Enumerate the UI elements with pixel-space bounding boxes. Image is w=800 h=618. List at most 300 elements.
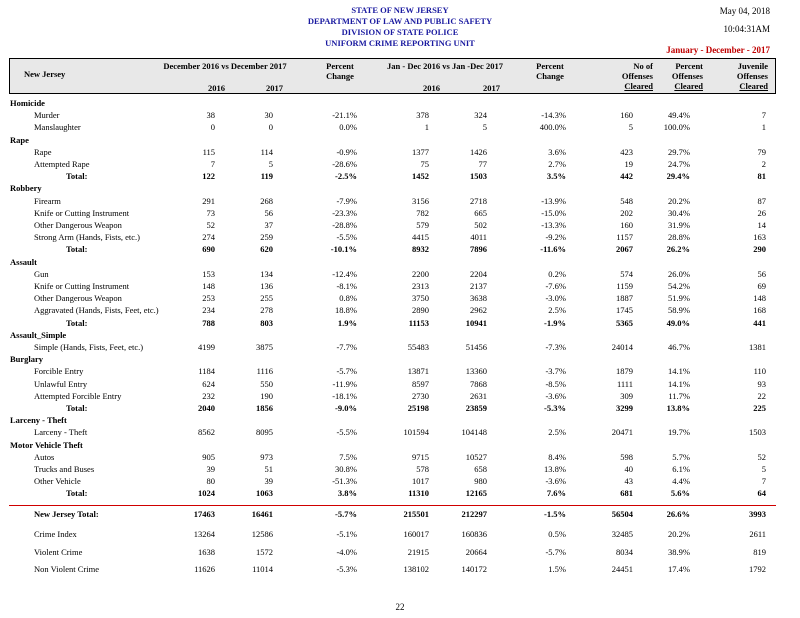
row-label: Total: [66, 244, 88, 254]
row-value: 13871 [407, 366, 429, 376]
row-value: 24.7% [668, 159, 690, 169]
row-value: 1377 [412, 147, 429, 157]
row-value: 18.8% [335, 305, 357, 315]
row-value: 39 [206, 464, 215, 474]
row-value: 3875 [256, 342, 273, 352]
row-value: -23.3% [332, 208, 357, 218]
col-2016: 2016 [208, 83, 225, 93]
row-value: 7 [761, 476, 766, 486]
row-value: 14.1% [668, 379, 690, 389]
row-value: -1.5% [544, 509, 566, 519]
row-value: 49.0% [666, 318, 690, 328]
summary-row [0, 528, 800, 541]
row-value: 598 [620, 452, 633, 462]
row-label: Total: [66, 403, 88, 413]
row-value: 24014 [611, 342, 633, 352]
row-value: 690 [202, 244, 215, 254]
row-label: Strong Arm (Hands, Fists, etc.) [34, 232, 141, 242]
row-value: -21.1% [332, 110, 357, 120]
row-value: 16461 [251, 509, 273, 519]
row-value: 13360 [465, 366, 487, 376]
row-value: 905 [202, 452, 215, 462]
row-value: 2.7% [548, 159, 566, 169]
row-value: 160 [620, 110, 633, 120]
row-value: 3638 [470, 293, 487, 303]
row-value: 980 [474, 476, 487, 486]
col-cleared [600, 61, 653, 91]
row-value: -5.3% [544, 403, 566, 413]
row-value: 1856 [256, 403, 273, 413]
row-label: Total: [66, 488, 88, 498]
row-value: -3.7% [545, 366, 566, 376]
row-value: 160836 [461, 529, 487, 539]
total-row [0, 487, 800, 500]
row-value: 163 [753, 232, 766, 242]
col-juvenile-l2: Offenses [736, 71, 768, 81]
row-value: 5 [628, 122, 633, 132]
row-value: 574 [620, 269, 633, 279]
row-value: -15.0% [541, 208, 566, 218]
row-value: 0.8% [339, 293, 357, 303]
header-line-2: DEPARTMENT OF LAW AND PUBLIC SAFETY [307, 16, 493, 26]
col-jan-2016: 2016 [423, 83, 440, 93]
row-value: 14.1% [668, 366, 690, 376]
row-label: Other Dangerous Weapon [34, 220, 122, 230]
row-label: Knife or Cutting Instrument [34, 281, 130, 291]
row-value: 1452 [412, 171, 429, 181]
row-value: 579 [416, 220, 429, 230]
row-value: 26.2% [666, 244, 690, 254]
row-label: New Jersey Total: [34, 509, 99, 519]
row-value: -7.9% [336, 196, 357, 206]
row-value: 100.0% [663, 122, 690, 132]
row-value: -3.6% [545, 391, 566, 401]
row-value: -5.3% [336, 564, 357, 574]
row-value: 73 [206, 208, 215, 218]
row-value: 80 [206, 476, 215, 486]
row-value: 1745 [616, 305, 633, 315]
row-value: 138102 [403, 564, 429, 574]
col-cleared-l2: Offenses [621, 71, 653, 81]
row-value: 274 [202, 232, 215, 242]
row-value: 101594 [403, 427, 429, 437]
row-value: 22 [757, 391, 766, 401]
row-value: 1503 [749, 427, 766, 437]
row-value: 75 [420, 159, 429, 169]
row-value: 4199 [198, 342, 215, 352]
report-time: 10:04:31AM [723, 24, 770, 34]
row-value: 26.6% [666, 509, 690, 519]
row-label: Gun [34, 269, 49, 279]
row-value: 23859 [465, 403, 487, 413]
section-heading [0, 182, 800, 195]
row-value: 7.6% [546, 488, 566, 498]
row-value: 51456 [465, 342, 487, 352]
summary-row [0, 563, 800, 576]
row-label: Simple (Hands, Fists, Feet, etc.) [34, 342, 144, 352]
row-value: 52 [757, 452, 766, 462]
grand-total-divider [9, 505, 776, 506]
row-value: 0.2% [548, 269, 566, 279]
row-value: 20.2% [668, 196, 690, 206]
row-value: 441 [753, 318, 766, 328]
row-value: 115 [202, 147, 215, 157]
row-value: 19 [624, 159, 633, 169]
row-value: 58.9% [668, 305, 690, 315]
row-value: 1572 [256, 546, 273, 557]
row-value: 0.0% [339, 122, 357, 132]
row-value: 423 [620, 147, 633, 157]
table-row [0, 426, 800, 439]
col-jan-group: Jan - Dec 2016 vs Jan -Dec 2017 [387, 61, 503, 71]
col-pct-cleared-l1: Percent [675, 61, 703, 71]
row-value: 122 [202, 171, 215, 181]
row-label: Other Vehicle [34, 476, 81, 486]
row-label: Non Violent Crime [34, 564, 99, 574]
row-value: -3.6% [545, 476, 566, 486]
row-value: 6.1% [672, 464, 690, 474]
row-label: Total: [66, 318, 88, 328]
row-value: 8932 [412, 244, 429, 254]
header-line-3: DIVISION OF STATE POLICE [341, 27, 459, 37]
row-value: 25198 [407, 403, 429, 413]
row-value: 2962 [470, 305, 487, 315]
row-value: 29.4% [666, 171, 690, 181]
row-label: Other Dangerous Weapon [34, 293, 122, 303]
row-value: 3.8% [337, 488, 357, 498]
row-value: 168 [753, 305, 766, 315]
table-row [0, 121, 800, 134]
summary-row [0, 546, 800, 559]
row-value: 8034 [616, 546, 633, 557]
row-value: 5.7% [672, 452, 690, 462]
row-value: 2631 [470, 391, 487, 401]
row-value: -8.5% [545, 379, 566, 389]
report-period: January - December - 2017 [666, 45, 770, 55]
row-value: 51.9% [668, 293, 690, 303]
report-date: May 04, 2018 [719, 6, 770, 16]
row-value: 38 [206, 110, 215, 120]
col-pct-change-l2: Change [326, 71, 354, 81]
col-pct-cleared-l2: Offenses [671, 71, 703, 81]
row-value: 2204 [470, 269, 487, 279]
row-value: 10527 [465, 452, 487, 462]
row-label: Assault_Simple [10, 330, 67, 340]
row-value: 3993 [749, 509, 766, 519]
row-value: 56 [757, 269, 766, 279]
row-value: 1024 [198, 488, 215, 498]
row-value: 31.9% [668, 220, 690, 230]
row-value: 0 [268, 122, 273, 132]
row-value: 232 [202, 391, 215, 401]
row-value: 4415 [412, 232, 429, 242]
row-value: 8.4% [548, 452, 566, 462]
row-value: -5.5% [336, 427, 357, 437]
row-value: 64 [757, 488, 766, 498]
col-cleared-l1: No of [633, 61, 653, 71]
row-value: 148 [753, 293, 766, 303]
row-value: 3750 [412, 293, 429, 303]
row-label: Forcible Entry [34, 366, 84, 376]
row-value: 29.7% [668, 147, 690, 157]
col-pct-change-l1: Percent [326, 61, 354, 71]
row-value: 81 [757, 171, 766, 181]
row-label: Homicide [10, 98, 45, 108]
row-value: 160 [620, 220, 633, 230]
row-value: 819 [753, 546, 766, 557]
row-value: 1157 [616, 232, 633, 242]
col-juvenile-l1: Juvenile [737, 61, 768, 71]
row-value: 7.5% [339, 452, 357, 462]
row-value: 11.7% [668, 391, 690, 401]
row-value: 148 [202, 281, 215, 291]
row-value: 136 [260, 281, 273, 291]
row-value: 7 [761, 110, 766, 120]
row-value: -5.7% [545, 546, 566, 557]
row-label: Rape [10, 135, 29, 145]
row-value: 624 [202, 379, 215, 389]
row-value: 782 [416, 208, 429, 218]
row-label: Trucks and Buses [34, 464, 95, 474]
row-value: -5.5% [336, 232, 357, 242]
row-value: 77 [478, 159, 487, 169]
row-label: Aggravated (Hands, Fists, Feet, etc.) [34, 305, 159, 315]
row-value: 43 [624, 476, 633, 486]
row-value: 79 [757, 147, 766, 157]
col-jan-pct-l2: Change [536, 71, 564, 81]
row-value: 30.8% [335, 464, 357, 474]
row-value: 5.6% [670, 488, 690, 498]
row-value: 37 [264, 220, 273, 230]
row-value: 1503 [470, 171, 487, 181]
row-value: 1017 [412, 476, 429, 486]
col-2017: 2017 [266, 83, 283, 93]
row-value: 234 [202, 305, 215, 315]
row-value: 973 [260, 452, 273, 462]
row-value: -13.3% [541, 220, 566, 230]
row-value: 788 [202, 318, 215, 328]
row-value: 2067 [616, 244, 633, 254]
row-value: 14 [757, 220, 766, 230]
row-value: -7.7% [336, 342, 357, 352]
row-value: 548 [620, 196, 633, 206]
row-value: 26.0% [668, 269, 690, 279]
row-value: 5365 [616, 318, 633, 328]
row-value: 578 [416, 464, 429, 474]
row-value: 8597 [412, 379, 429, 389]
row-value: 550 [260, 379, 273, 389]
row-value: 290 [753, 244, 766, 254]
row-value: 7 [210, 159, 215, 169]
row-value: 12165 [465, 488, 487, 498]
row-value: 225 [753, 403, 766, 413]
row-value: 259 [260, 232, 273, 242]
col-juvenile [710, 61, 768, 91]
row-value: 3.6% [548, 147, 566, 157]
row-value: -8.1% [336, 281, 357, 291]
row-value: 1792 [749, 564, 766, 574]
row-value: 160017 [403, 529, 429, 539]
row-value: 268 [260, 196, 273, 206]
row-label: Total: [66, 171, 88, 181]
row-value: 3156 [412, 196, 429, 206]
row-value: -5.1% [336, 529, 357, 539]
row-value: 2890 [412, 305, 429, 315]
row-label: Motor Vehicle Theft [10, 440, 83, 450]
row-value: 620 [260, 244, 273, 254]
row-value: 1426 [470, 147, 487, 157]
row-value: 442 [620, 171, 633, 181]
col-pct-change [310, 61, 370, 81]
row-label: Attempted Forcible Entry [34, 391, 122, 401]
row-value: 1159 [616, 281, 633, 291]
row-value: 8562 [198, 427, 215, 437]
row-label: Larceny - Theft [10, 415, 67, 425]
row-value: -7.3% [545, 342, 566, 352]
table-row [0, 365, 800, 378]
row-value: -11.6% [540, 244, 566, 254]
row-value: 803 [260, 318, 273, 328]
row-value: 46.7% [668, 342, 690, 352]
row-value: 0.5% [548, 529, 566, 539]
col-cleared-l3: Cleared [624, 81, 653, 91]
row-value: 2 [761, 159, 766, 169]
row-label: Crime Index [34, 529, 77, 539]
row-label: Murder [34, 110, 60, 120]
row-value: 110 [753, 366, 766, 376]
row-value: 5 [482, 122, 487, 132]
row-value: 309 [620, 391, 633, 401]
col-jan-pct [520, 61, 580, 81]
row-value: -28.8% [332, 220, 357, 230]
row-value: 2313 [412, 281, 429, 291]
row-value: -2.5% [335, 171, 357, 181]
row-value: 502 [474, 220, 487, 230]
row-value: 104148 [461, 427, 487, 437]
row-value: 32485 [611, 529, 633, 539]
row-value: 9715 [412, 452, 429, 462]
row-value: 40 [624, 464, 633, 474]
row-value: 2611 [749, 529, 766, 539]
row-value: 30.4% [668, 208, 690, 218]
row-value: 51 [264, 464, 273, 474]
row-value: 378 [416, 110, 429, 120]
row-value: 400.0% [539, 122, 566, 132]
row-value: 2.5% [548, 305, 566, 315]
row-value: 1887 [616, 293, 633, 303]
header-line-4: UNIFORM CRIME REPORTING UNIT [325, 38, 475, 48]
row-value: 11310 [408, 488, 429, 498]
row-value: 20471 [611, 427, 633, 437]
row-value: 255 [260, 293, 273, 303]
row-value: -12.4% [332, 269, 357, 279]
row-value: -5.7% [336, 366, 357, 376]
row-value: 56504 [611, 509, 633, 519]
row-value: 13.8% [544, 464, 566, 474]
row-value: 3.5% [546, 171, 566, 181]
table-header [9, 58, 776, 94]
row-value: 11014 [252, 564, 273, 574]
row-value: -4.0% [336, 546, 357, 557]
row-value: 2040 [198, 403, 215, 413]
row-value: 681 [620, 488, 633, 498]
col-pct-cleared [655, 61, 703, 91]
row-value: 7868 [470, 379, 487, 389]
row-value: 2730 [412, 391, 429, 401]
row-value: -0.9% [336, 147, 357, 157]
row-value: 49.4% [668, 110, 690, 120]
row-value: 54.2% [668, 281, 690, 291]
row-value: 140172 [461, 564, 487, 574]
page-number: 22 [395, 602, 405, 612]
row-value: -3.0% [545, 293, 566, 303]
row-value: 5 [761, 464, 766, 474]
col-dec-group: December 2016 vs December 2017 [163, 61, 287, 71]
row-value: 190 [260, 391, 273, 401]
row-label: Manslaughter [34, 122, 81, 132]
report-header [0, 5, 800, 49]
row-value: 278 [260, 305, 273, 315]
row-value: 3299 [616, 403, 633, 413]
row-value: 1.5% [548, 564, 566, 574]
row-value: 153 [202, 269, 215, 279]
row-value: 119 [260, 171, 273, 181]
row-value: 13.8% [666, 403, 690, 413]
col-pct-cleared-l3: Cleared [674, 81, 703, 91]
row-label: Assault [10, 257, 37, 267]
row-value: -18.1% [332, 391, 357, 401]
col-region: New Jersey [24, 69, 66, 79]
row-value: 1879 [616, 366, 633, 376]
row-value: 39 [264, 476, 273, 486]
row-value: 28.8% [668, 232, 690, 242]
row-value: 93 [757, 379, 766, 389]
row-value: -10.1% [330, 244, 357, 254]
row-value: 1111 [616, 379, 633, 389]
row-value: 1116 [256, 366, 273, 376]
row-label: Burglary [10, 354, 44, 364]
row-value: 324 [474, 110, 487, 120]
row-value: 2.5% [548, 427, 566, 437]
row-value: 1 [761, 122, 766, 132]
row-value: 21915 [407, 546, 429, 557]
row-value: 2718 [470, 196, 487, 206]
row-value: 17463 [193, 509, 215, 519]
row-value: 1381 [749, 342, 766, 352]
row-value: 20.2% [668, 529, 690, 539]
header-line-1: STATE OF NEW JERSEY [351, 5, 449, 15]
row-label: Violent Crime [34, 546, 83, 557]
row-value: 10941 [465, 318, 487, 328]
row-value: 11626 [194, 564, 215, 574]
row-value: 20664 [465, 546, 487, 557]
row-value: 55483 [407, 342, 429, 352]
table-row [0, 304, 800, 317]
row-value: -11.9% [332, 379, 357, 389]
col-juvenile-l3: Cleared [739, 81, 768, 91]
row-value: -1.9% [544, 318, 566, 328]
row-value: 4011 [470, 232, 487, 242]
row-label: Firearm [34, 196, 61, 206]
row-value: -51.3% [332, 476, 357, 486]
row-label: Robbery [10, 183, 42, 193]
col-jan-pct-l1: Percent [536, 61, 564, 71]
row-value: 1.9% [337, 318, 357, 328]
row-value: -13.9% [541, 196, 566, 206]
grand-total-row [0, 508, 800, 521]
row-value: 30 [264, 110, 273, 120]
row-value: 26 [757, 208, 766, 218]
